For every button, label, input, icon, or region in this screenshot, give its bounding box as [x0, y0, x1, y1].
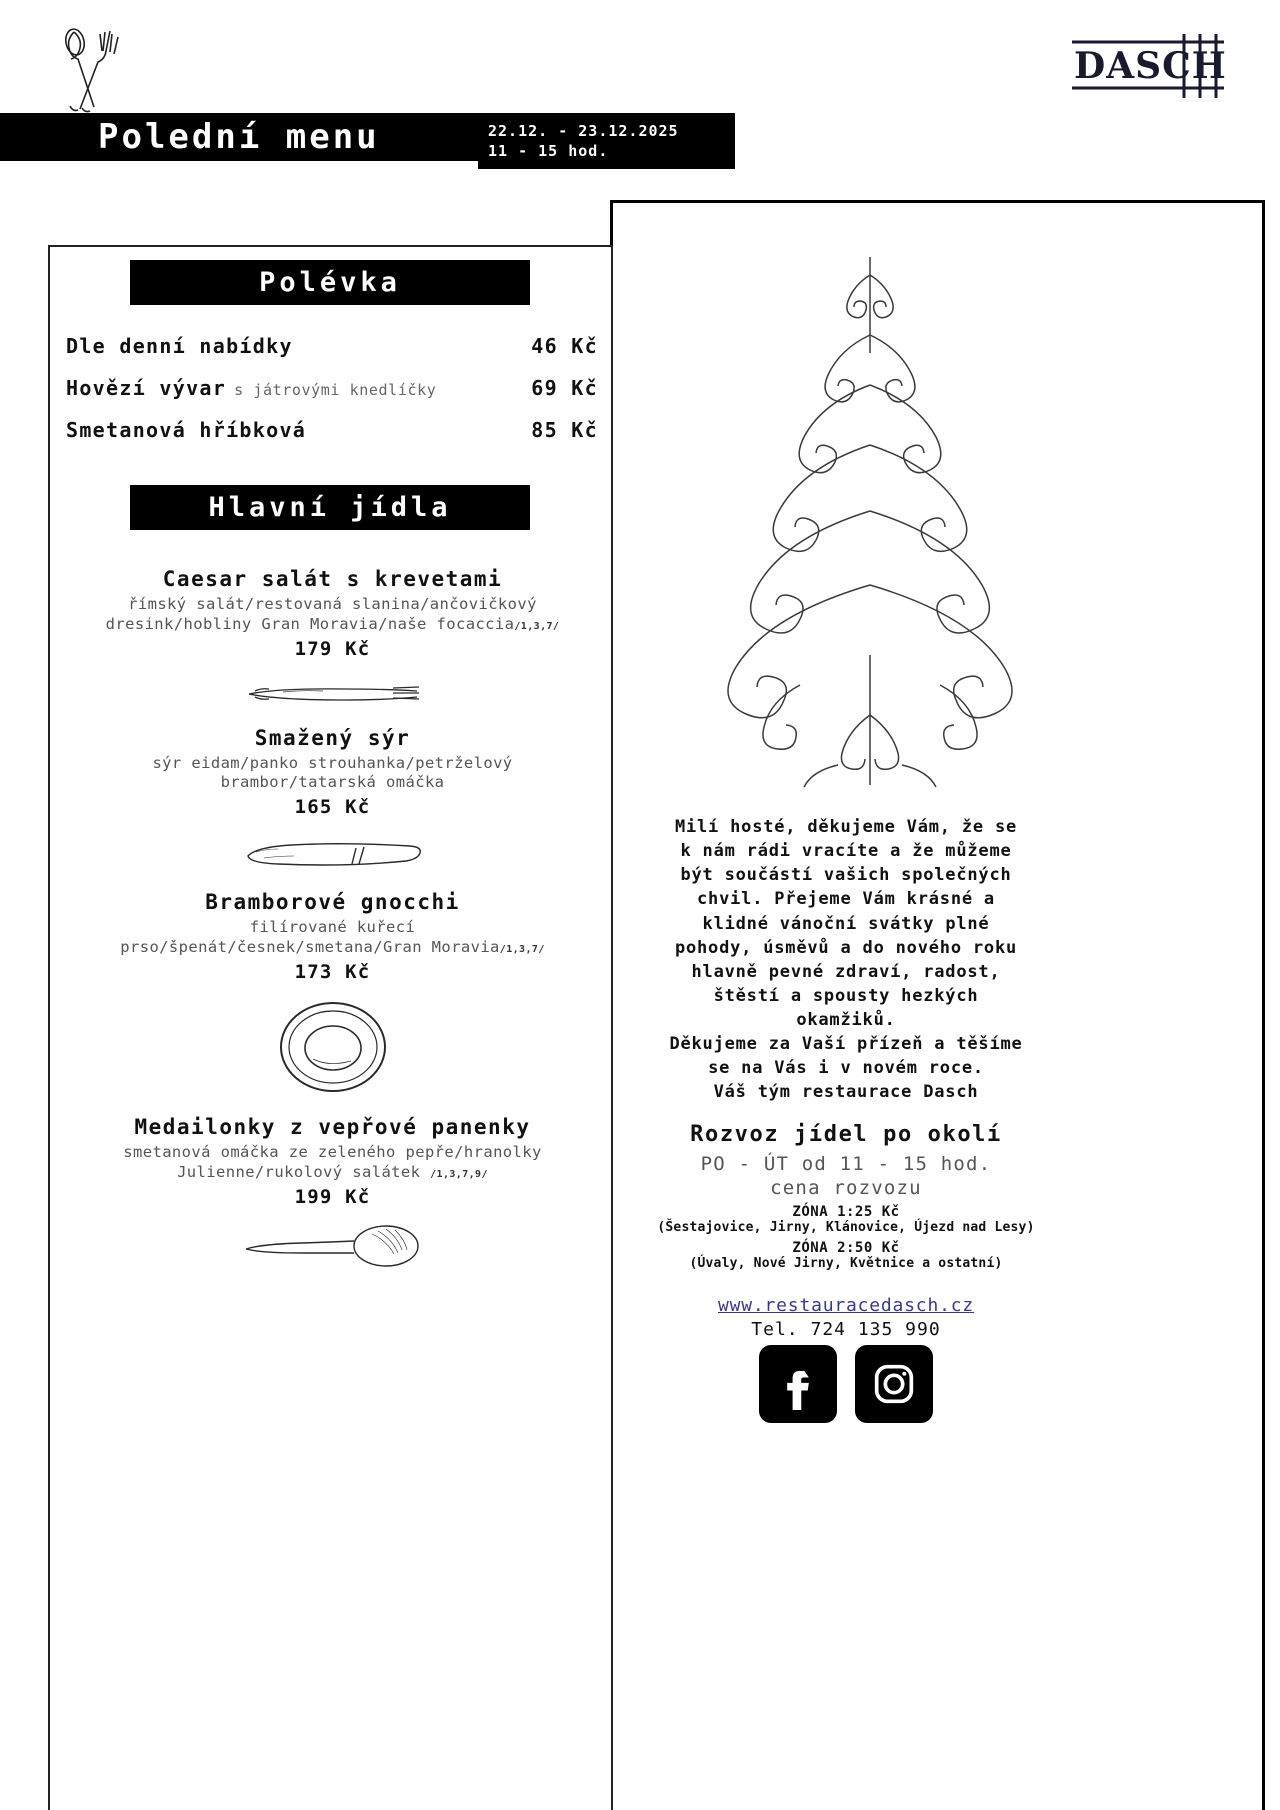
soup-name: Hovězí vývar	[66, 376, 227, 400]
allergen-codes: /1,3,7/	[514, 620, 560, 632]
social-links	[616, 1345, 1076, 1423]
dish-item	[60, 890, 605, 983]
christmas-tree-illustration	[660, 245, 1080, 805]
greeting-line: Milí hosté, děkujeme Vám, že se	[674, 817, 1018, 837]
dish-desc-line: filírované kuřecí	[249, 918, 416, 937]
brand-text: DASCH	[1074, 45, 1227, 87]
mains-section-banner: Hlavní jídla	[130, 485, 530, 530]
greeting-line: se na Vás i v novém roce.	[708, 1058, 984, 1079]
knife-illustration	[60, 832, 605, 872]
soup-price: 46 Kč	[531, 334, 598, 358]
greeting-line: Váš tým restaurace Dasch	[713, 1082, 979, 1103]
soup-row	[66, 367, 598, 409]
dish-name: Bramborové gnocchi	[205, 890, 460, 915]
soup-description: s játrovými knedlíčky	[234, 381, 437, 399]
holiday-greeting	[636, 815, 1056, 1105]
dish-item	[60, 567, 605, 660]
dish-desc-line: sýr eidam/panko strouhanka/petrželový	[152, 753, 513, 772]
contact-info	[616, 1295, 1076, 1340]
delivery-zone1-price: ZÓNA 1:25 Kč	[792, 1204, 900, 1220]
dish-item	[60, 726, 605, 819]
dish-item	[60, 1115, 605, 1208]
greeting-line: pohody, úsměvů a do nového roku	[674, 937, 1018, 958]
dish-list	[60, 567, 605, 1286]
brand-logo	[1072, 28, 1232, 100]
delivery-zone1-areas: (Šestajovice, Jirny, Klánovice, Újezd nad Lesy)	[657, 1220, 1035, 1235]
fork-and-spoon-icon	[48, 22, 138, 118]
soup-section-banner: Polévka	[130, 260, 530, 305]
greeting-line: štěstí a spousty hezkých	[713, 985, 979, 1006]
allergen-codes: /1,3,7/	[499, 944, 545, 956]
greeting-line: Děkujeme za Vaší přízeň a těšíme	[669, 1034, 1023, 1055]
soup-row	[66, 325, 598, 367]
dish-description	[60, 754, 605, 794]
phone-number: Tel. 724 135 990	[751, 1319, 941, 1340]
dish-description	[60, 595, 605, 635]
greeting-line: k nám rádi vracíte a že můžeme	[680, 841, 1012, 862]
greeting-line: hlavně pevné zdraví, radost,	[691, 961, 1001, 982]
delivery-zone2-price: ZÓNA 2:50 Kč	[792, 1240, 900, 1256]
greeting-line: klidné vánoční svátky plné	[702, 913, 990, 934]
greeting-line: chvil. Přejeme Vám krásné a	[697, 889, 995, 910]
soup-name: Smetanová hříbková	[66, 418, 307, 442]
dish-desc-line: Julienne/rukolový salátek	[177, 1162, 421, 1181]
website-link[interactable]: www.restauracedasch.cz	[717, 1295, 974, 1316]
allergen-codes: /1,3,7,9/	[430, 1168, 488, 1180]
dish-price: 199 Kč	[294, 1185, 371, 1208]
dish-desc-line: římský salát/restovaná slanina/ančovičkový	[128, 595, 537, 613]
facebook-icon[interactable]	[759, 1345, 837, 1423]
fork-illustration	[60, 674, 605, 708]
delivery-fee-label: cena rozvozu	[770, 1177, 922, 1199]
delivery-title: Rozvoz jídel po okolí	[690, 1122, 1002, 1147]
dish-price: 173 Kč	[294, 960, 371, 983]
soup-row	[66, 409, 598, 451]
dish-price: 179 Kč	[294, 637, 371, 660]
soup-price: 69 Kč	[531, 376, 598, 400]
dish-desc-line: prso/špenát/česnek/smetana/Gran Moravia	[120, 938, 500, 957]
delivery-zone2-areas: (Úvaly, Nové Jirny, Květnice a ostatní)	[689, 1256, 1003, 1271]
dish-description	[60, 1143, 605, 1183]
service-hours: 11 - 15 hod.	[488, 142, 609, 160]
delivery-hours: PO - ÚT od 11 - 15 hod.	[700, 1153, 992, 1175]
spoon-illustration	[60, 1222, 605, 1268]
date-range: 22.12. - 23.12.2025	[488, 121, 679, 140]
menu-card	[48, 245, 613, 1810]
dish-desc-line: smetanová omáčka ze zeleného pepře/hranolky	[123, 1142, 542, 1161]
delivery-info	[616, 1122, 1076, 1271]
dish-desc-line: dresink/hobliny Gran Moravia/naše focaccia	[105, 614, 515, 633]
dish-description	[60, 918, 605, 958]
soup-list	[66, 325, 598, 451]
dish-price: 165 Kč	[294, 796, 371, 819]
dish-name: Smažený sýr	[254, 725, 411, 750]
dish-name: Medailonky z vepřové panenky	[134, 1114, 531, 1139]
page-title: Polední menu	[98, 117, 380, 157]
soup-price: 85 Kč	[531, 418, 598, 442]
plate-illustration	[60, 997, 605, 1097]
dish-desc-line: brambor/tatarská omáčka	[220, 773, 445, 792]
dish-name: Caesar salát s krevetami	[162, 567, 503, 591]
instagram-icon[interactable]	[855, 1345, 933, 1423]
greeting-line: okamžiků.	[796, 1010, 896, 1030]
soup-name: Dle denní nabídky	[66, 334, 293, 358]
title-date-box	[478, 113, 735, 169]
greeting-line: být součástí vašich společných	[680, 865, 1012, 886]
